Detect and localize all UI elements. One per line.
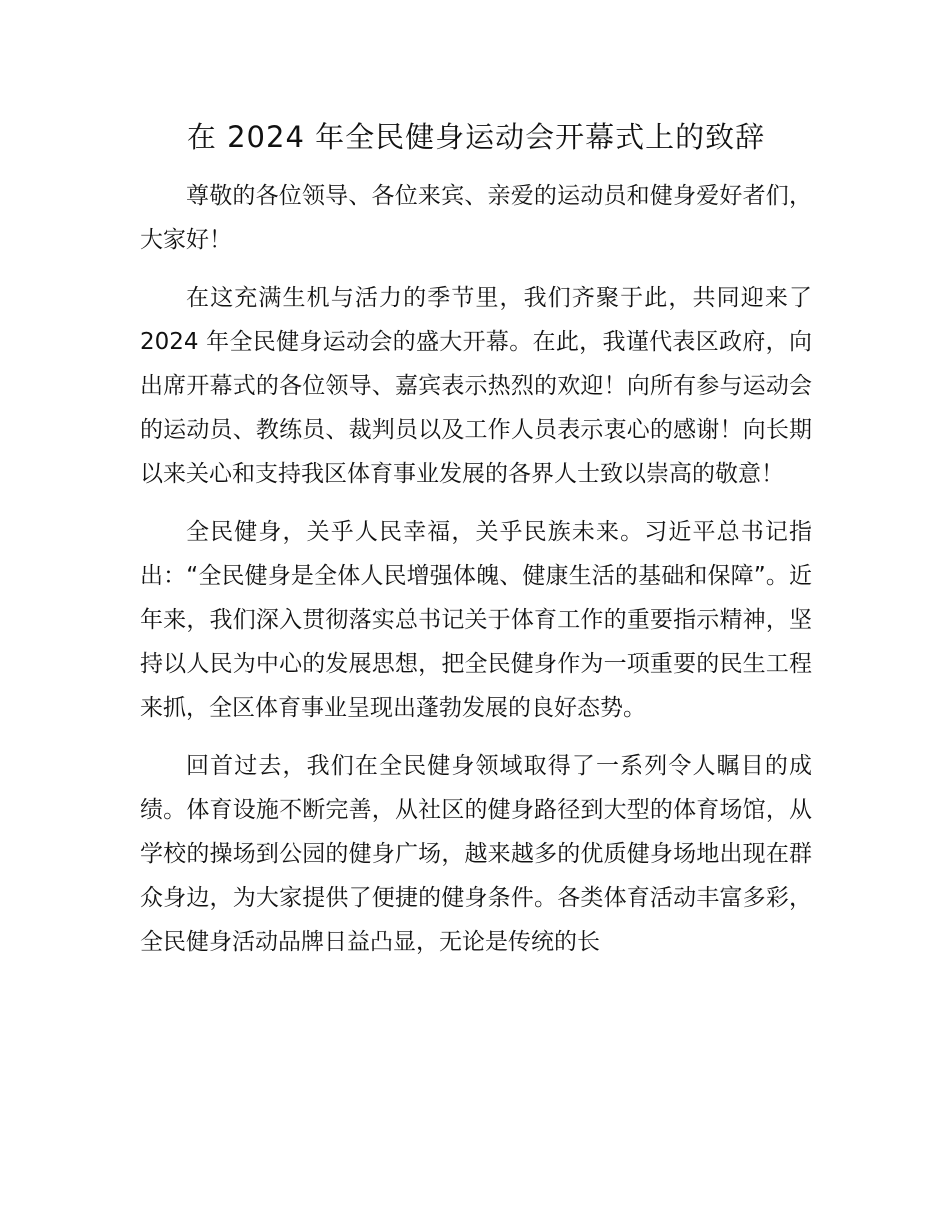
paragraph-greeting: 尊敬的各位领导、各位来宾、亲爱的运动员和健身爱好者们，大家好！ xyxy=(140,183,812,253)
paragraph-achievements: 回首过去，我们在全民健身领域取得了一系列令人瞩目的成绩。体育设施不断完善，从社区的健身路径到大型的体育场馆，从学校的操场到公园的健身广场，越来越多的优质健身场地出现在群众身边，为大家提供了便捷的健身条件。各类体育活动丰富多彩，全民健身活动品牌日益凸显，无论是传统的长 xyxy=(140,753,812,955)
document-page xyxy=(140,112,812,978)
document-title: 在 2024 年全民健身运动会开幕式上的致辞 xyxy=(186,120,766,154)
paragraph-significance: 全民健身，关乎人民幸福，关乎民族未来。习近平总书记指出：“全民健身是全体人民增强体魄、健康生活的基础和保障”。近年来，我们深入贯彻落实总书记关于体育工作的重要指示精神，坚持以人民为中心的发展思想，把全民健身作为一项重要的民生工程来抓，全区体育事业呈现出蓬勃发展的良好态势。 xyxy=(140,519,812,721)
paragraph-opening: 在这充满生机与活力的季节里，我们齐聚于此，共同迎来了 2024 年全民健身运动会的盛大开幕。在此，我谨代表区政府，向出席开幕式的各位领导、嘉宾表示热烈的欢迎！向所有参与运动会的运动员、教练员、裁判员以及工作人员表示衷心的感谢！向长期以来关心和支持我区体育事业发展的各界人士致以崇高的敬意！ xyxy=(140,285,812,487)
